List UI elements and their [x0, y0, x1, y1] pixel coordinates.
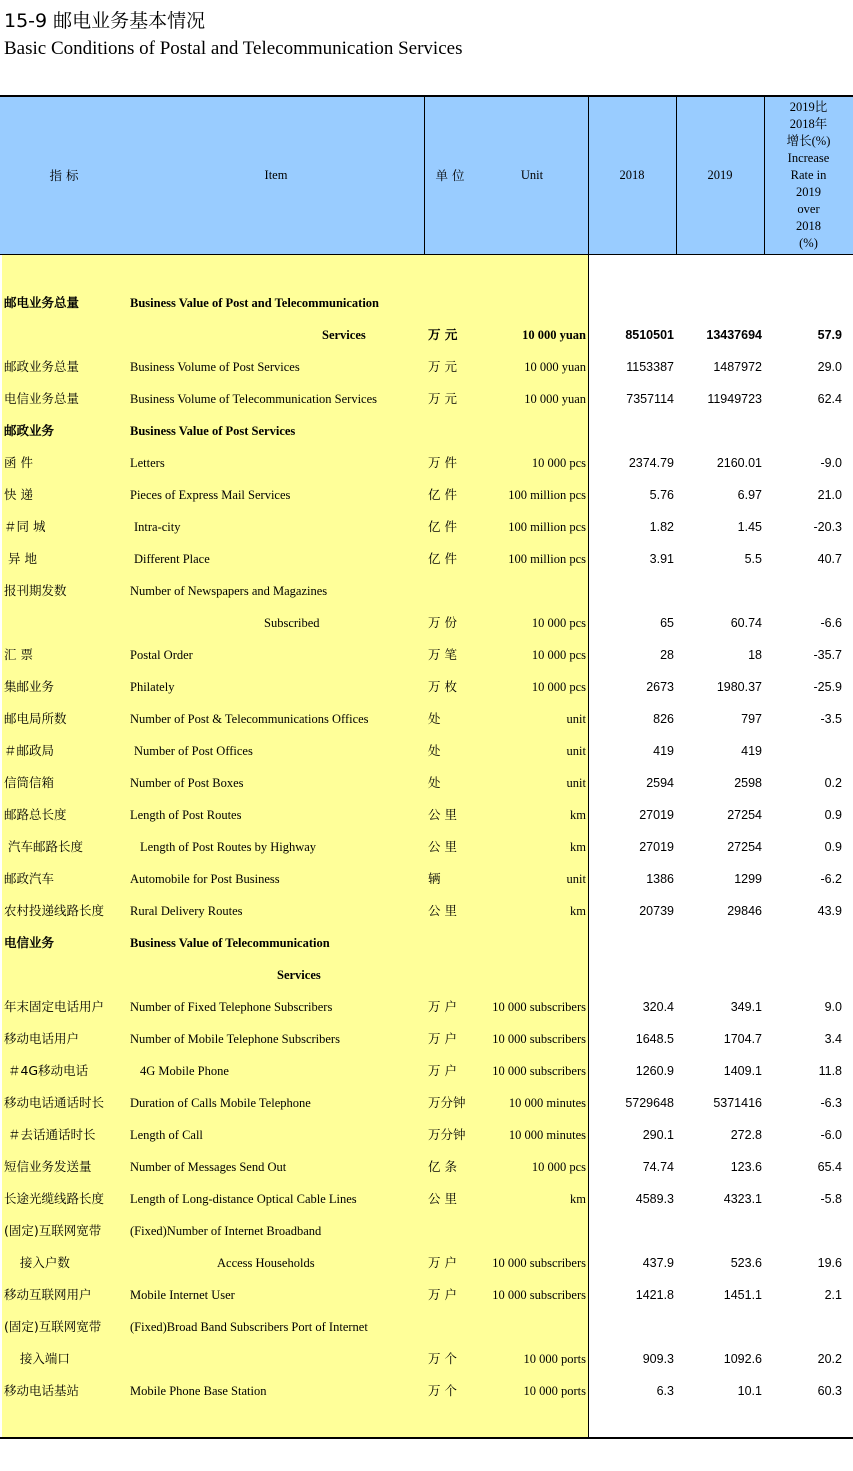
row-growth-rate: 9.0	[824, 1000, 842, 1014]
table-row	[0, 991, 853, 1023]
row-unit-en: 100 million pcs	[508, 552, 586, 566]
row-unit-cn: 辆	[428, 871, 441, 886]
row-unit-en: unit	[566, 712, 586, 726]
row-value-2018: 65	[660, 616, 674, 630]
row-value-2019	[680, 575, 762, 607]
header-year-2019: 2019	[707, 168, 733, 182]
table-row	[0, 415, 853, 447]
table-row	[0, 1311, 853, 1343]
row-value-2019: 349.1	[730, 1000, 762, 1014]
row-indicator-cn: ＃邮政局	[4, 743, 55, 758]
row-item-en: Business Value of Post and Telecommunication	[130, 296, 380, 310]
row-value-2019: 13437694	[706, 328, 762, 342]
page-title-en: Basic Conditions of Postal and Telecommunication Services	[4, 38, 463, 59]
table-row	[0, 319, 853, 351]
row-value-2018: 437.9	[642, 1256, 674, 1270]
row-growth-rate: 2.1	[824, 1288, 842, 1302]
row-item-en: Number of Post & Telecommunications Offices	[130, 712, 369, 726]
row-value-2018	[592, 415, 674, 447]
row-value-2018: 1.82	[649, 520, 674, 534]
row-unit-en: 10 000 pcs	[531, 680, 586, 694]
table-row	[0, 1087, 853, 1119]
row-growth-rate	[770, 927, 842, 959]
row-value-2019: 272.8	[730, 1128, 762, 1142]
row-indicator-cn: (固定)互联网宽带	[4, 1223, 102, 1238]
row-growth-rate: 0.9	[824, 808, 842, 822]
header-unit-en: Unit	[520, 168, 544, 182]
table-row	[0, 799, 853, 831]
row-growth-rate: 43.9	[817, 904, 842, 918]
row-growth-rate	[770, 575, 842, 607]
row-growth-rate: -6.3	[820, 1096, 842, 1110]
header-rate-line: Rate in	[790, 168, 827, 182]
row-indicator-cn: 函 件	[4, 455, 33, 470]
row-unit-cn: 万 元	[428, 327, 458, 342]
table-row	[0, 1215, 853, 1247]
row-item-en: Business Value of Telecommunication	[130, 936, 330, 950]
row-value-2018: 290.1	[642, 1128, 674, 1142]
table-row	[0, 1343, 853, 1375]
row-indicator-cn: 报刊期发数	[4, 583, 67, 598]
row-growth-rate	[770, 959, 842, 991]
row-growth-rate	[770, 287, 842, 319]
row-growth-rate: 62.4	[817, 392, 842, 406]
row-unit-cn: 公 里	[428, 1191, 457, 1206]
row-growth-rate: 65.4	[817, 1160, 842, 1174]
table-row	[0, 1183, 853, 1215]
row-indicator-cn: 汽车邮路长度	[4, 839, 83, 854]
row-value-2019: 27254	[727, 808, 762, 822]
row-unit-cn: 亿 件	[428, 519, 457, 534]
row-value-2019: 60.74	[730, 616, 762, 630]
row-unit-cn: 万 户	[428, 999, 457, 1014]
row-value-2019	[680, 959, 762, 991]
row-item-en: Number of Post Offices	[134, 744, 253, 758]
row-indicator-cn: 邮路总长度	[4, 807, 67, 822]
row-value-2019: 1.45	[737, 520, 762, 534]
row-value-2019: 29846	[727, 904, 762, 918]
row-unit-cn: 处	[428, 775, 441, 790]
table-header	[0, 97, 853, 255]
row-unit-cn: 万 个	[428, 1351, 457, 1366]
row-indicator-cn: 移动互联网用户	[4, 1287, 92, 1302]
table-row	[0, 479, 853, 511]
row-value-2018	[592, 927, 674, 959]
row-value-2018: 1386	[646, 872, 674, 886]
row-unit-en	[460, 415, 586, 447]
header-rate-line: 2018	[796, 219, 821, 233]
row-item-en: Postal Order	[130, 648, 193, 662]
table-row	[0, 351, 853, 383]
row-item-en: Letters	[130, 456, 165, 470]
header-growth-rate	[764, 97, 853, 254]
row-item-en: Rural Delivery Routes	[130, 904, 243, 918]
row-item-en: Length of Post Routes by Highway	[140, 840, 317, 854]
row-unit-en: 10 000 minutes	[508, 1128, 586, 1142]
row-unit-cn: 公 里	[428, 839, 457, 854]
row-indicator-cn: 移动电话通话时长	[4, 1095, 105, 1110]
row-value-2018: 5729648	[625, 1096, 674, 1110]
row-growth-rate: 40.7	[817, 552, 842, 566]
row-value-2019: 419	[741, 744, 762, 758]
row-unit-cn: 万 份	[428, 615, 457, 630]
row-value-2019	[680, 287, 762, 319]
row-value-2018: 6.3	[656, 1384, 674, 1398]
row-unit-cn: 公 里	[428, 807, 457, 822]
table-row	[0, 927, 853, 959]
row-value-2019: 1451.1	[723, 1288, 762, 1302]
table-row	[0, 447, 853, 479]
table-row	[0, 1279, 853, 1311]
row-value-2019: 27254	[727, 840, 762, 854]
header-divider	[676, 97, 677, 254]
row-unit-en: unit	[566, 872, 586, 886]
row-growth-rate	[770, 735, 842, 767]
row-unit-cn: 万分钟	[428, 1095, 466, 1110]
row-unit-cn: 万 户	[428, 1287, 457, 1302]
row-value-2019: 1092.6	[723, 1352, 762, 1366]
row-unit-en: 10 000 pcs	[531, 648, 586, 662]
table-row	[0, 671, 853, 703]
row-unit-cn: 万 枚	[428, 679, 457, 694]
row-item-en: Number of Post Boxes	[130, 776, 244, 790]
row-item-en: Intra-city	[134, 520, 181, 534]
row-growth-rate	[770, 415, 842, 447]
row-unit-cn: 亿 条	[428, 1159, 457, 1174]
row-growth-rate: -6.6	[820, 616, 842, 630]
header-rate-line: (%)	[799, 236, 818, 250]
header-rate-line: 2019比	[789, 100, 828, 114]
row-growth-rate: -20.3	[813, 520, 842, 534]
row-value-2018: 909.3	[642, 1352, 674, 1366]
row-value-2019	[680, 1311, 762, 1343]
row-unit-cn: 处	[428, 711, 441, 726]
row-item-en: Pieces of Express Mail Services	[130, 488, 291, 502]
row-value-2018: 2374.79	[628, 456, 674, 470]
row-unit-en	[460, 287, 586, 319]
table-row	[0, 543, 853, 575]
row-item-en: Automobile for Post Business	[130, 872, 280, 886]
row-value-2019	[680, 1215, 762, 1247]
row-unit-en: 10 000 minutes	[508, 1096, 586, 1110]
table-row	[0, 1247, 853, 1279]
row-value-2019: 11949723	[707, 392, 762, 406]
row-unit-cn: 万分钟	[428, 1127, 466, 1142]
row-indicator-cn: ＃同 城	[4, 519, 46, 534]
row-value-2018: 826	[653, 712, 674, 726]
row-item-en: Business Volume of Post Services	[130, 360, 300, 374]
table-row	[0, 1151, 853, 1183]
table-row	[0, 511, 853, 543]
row-item-en: Services	[277, 968, 321, 982]
row-indicator-cn: 集邮业务	[4, 679, 55, 694]
row-value-2019	[680, 415, 762, 447]
row-unit-en: km	[570, 840, 586, 854]
row-unit-cn: 处	[428, 743, 441, 758]
header-divider	[764, 97, 765, 254]
row-indicator-cn: 邮政业务	[4, 423, 55, 438]
row-value-2019: 797	[741, 712, 762, 726]
row-value-2018	[592, 575, 674, 607]
row-item-en: 4G Mobile Phone	[140, 1064, 229, 1078]
row-unit-cn: 亿 件	[428, 487, 457, 502]
row-growth-rate: 0.2	[824, 776, 842, 790]
row-growth-rate: -6.0	[820, 1128, 842, 1142]
row-item-en: Mobile Phone Base Station	[130, 1384, 267, 1398]
row-value-2018	[592, 287, 674, 319]
row-value-2018: 7357114	[626, 392, 674, 406]
row-indicator-cn: ＃去话通话时长	[4, 1127, 96, 1142]
row-unit-cn: 万 户	[428, 1063, 457, 1078]
table-row	[0, 1055, 853, 1087]
row-unit-cn: 万 个	[428, 1383, 457, 1398]
header-indicator-cn: 指 标	[49, 168, 79, 183]
row-unit-en: 100 million pcs	[508, 488, 586, 502]
table-row	[0, 1119, 853, 1151]
row-growth-rate: -9.0	[820, 456, 842, 470]
row-item-en: Number of Newspapers and Magazines	[130, 584, 328, 598]
row-value-2018: 1421.8	[635, 1288, 674, 1302]
header-rate-line: 增长(%)	[786, 134, 831, 148]
table-row	[0, 831, 853, 863]
header-rate-line: Increase	[787, 151, 830, 165]
row-value-2018: 320.4	[642, 1000, 674, 1014]
table-row	[0, 607, 853, 639]
row-value-2019: 4323.1	[723, 1192, 762, 1206]
row-growth-rate: 60.3	[817, 1384, 842, 1398]
row-unit-cn: 万 户	[428, 1031, 457, 1046]
row-item-en: Number of Fixed Telephone Subscribers	[130, 1000, 333, 1014]
row-item-en: (Fixed)Broad Band Subscribers Port of Internet	[130, 1320, 368, 1334]
header-divider	[424, 97, 425, 254]
row-item-en: Duration of Calls Mobile Telephone	[130, 1096, 311, 1110]
row-growth-rate: 21.0	[817, 488, 842, 502]
row-value-2019: 1487972	[713, 360, 762, 374]
row-item-en: Mobile Internet User	[130, 1288, 235, 1302]
row-item-en: Philately	[130, 680, 175, 694]
row-unit-en: 10 000 subscribers	[492, 1288, 586, 1302]
row-unit-en: 10 000 pcs	[531, 1160, 586, 1174]
row-value-2019: 2160.01	[716, 456, 762, 470]
row-indicator-cn: 接入端口	[4, 1351, 70, 1366]
row-item-en: Length of Call	[130, 1128, 203, 1142]
row-value-2018: 4589.3	[635, 1192, 674, 1206]
row-growth-rate: 20.2	[817, 1352, 842, 1366]
row-growth-rate: 3.4	[824, 1032, 842, 1046]
row-value-2018	[592, 1215, 674, 1247]
row-unit-en: 10 000 pcs	[531, 616, 586, 630]
row-value-2018: 1648.5	[635, 1032, 674, 1046]
row-unit-cn: 万 元	[428, 391, 457, 406]
table-row	[0, 959, 853, 991]
row-unit-en: 10 000 subscribers	[492, 1032, 586, 1046]
row-unit-en	[460, 927, 586, 959]
header-unit-cn: 单 位	[435, 168, 465, 183]
row-value-2019	[680, 927, 762, 959]
table-row	[0, 575, 853, 607]
row-unit-cn: 万 元	[428, 359, 457, 374]
row-item-en: Number of Mobile Telephone Subscribers	[130, 1032, 340, 1046]
row-value-2018: 2673	[646, 680, 674, 694]
row-growth-rate: -25.9	[813, 680, 842, 694]
row-indicator-cn: 异 地	[4, 551, 37, 566]
row-indicator-cn: 邮电业务总量	[4, 295, 80, 310]
row-item-en: Services	[322, 328, 366, 342]
header-rate-line: over	[797, 202, 820, 216]
table-row	[0, 863, 853, 895]
row-value-2019: 18	[748, 648, 762, 662]
row-unit-en: 10 000 pcs	[531, 456, 586, 470]
row-growth-rate: -6.2	[820, 872, 842, 886]
row-growth-rate: 57.9	[817, 328, 842, 342]
row-indicator-cn: (固定)互联网宽带	[4, 1319, 102, 1334]
table-row	[0, 1023, 853, 1055]
row-value-2019: 6.97	[737, 488, 762, 502]
row-indicator-cn: 移动电话用户	[4, 1031, 80, 1046]
row-indicator-cn: ＃4G移动电话	[4, 1063, 89, 1078]
row-indicator-cn: 农村投递线路长度	[4, 903, 105, 918]
row-indicator-cn: 短信业务发送量	[4, 1159, 92, 1174]
row-value-2018	[592, 1311, 674, 1343]
row-item-en: Different Place	[134, 552, 210, 566]
row-value-2018: 27019	[639, 840, 674, 854]
table-row	[0, 703, 853, 735]
row-value-2018: 419	[653, 744, 674, 758]
row-unit-en: 10 000 ports	[523, 1384, 586, 1398]
row-indicator-cn: 移动电话基站	[4, 1383, 80, 1398]
table-row	[0, 895, 853, 927]
row-value-2019: 1704.7	[723, 1032, 762, 1046]
row-item-en: Subscribed	[264, 616, 320, 630]
row-unit-en: 10 000 ports	[523, 1352, 586, 1366]
row-indicator-cn: 电信业务	[4, 935, 55, 950]
table-row	[0, 1375, 853, 1407]
page-title-cn: 15-9 邮电业务基本情况	[4, 10, 206, 32]
row-unit-en: 10 000 subscribers	[492, 1256, 586, 1270]
row-indicator-cn: 信筒信箱	[4, 775, 55, 790]
row-growth-rate: 11.8	[818, 1064, 842, 1078]
header-item-en: Item	[264, 168, 288, 182]
row-unit-cn: 万 笔	[428, 647, 457, 662]
row-indicator-cn: 接入户数	[4, 1255, 70, 1270]
row-item-en: Length of Post Routes	[130, 808, 242, 822]
row-unit-cn: 万 件	[428, 455, 457, 470]
row-value-2019: 2598	[734, 776, 762, 790]
header-year-2018: 2018	[619, 168, 645, 182]
row-growth-rate: 19.6	[817, 1256, 842, 1270]
row-value-2018: 27019	[639, 808, 674, 822]
row-unit-en	[460, 959, 586, 991]
row-value-2019: 523.6	[730, 1256, 762, 1270]
row-unit-en: unit	[566, 744, 586, 758]
row-unit-en: km	[570, 808, 586, 822]
row-value-2018: 28	[660, 648, 674, 662]
row-indicator-cn: 汇 票	[4, 647, 33, 662]
table-row	[0, 767, 853, 799]
row-indicator-cn: 年末固定电话用户	[4, 999, 105, 1014]
row-value-2018	[592, 959, 674, 991]
row-unit-cn: 万 户	[428, 1255, 457, 1270]
row-unit-en: unit	[566, 776, 586, 790]
row-unit-en: 10 000 subscribers	[492, 1000, 586, 1014]
header-rate-line: 2019	[796, 185, 821, 199]
table-row	[0, 287, 853, 319]
row-item-en: Access Households	[217, 1256, 315, 1270]
bottom-rule	[0, 1437, 853, 1439]
row-indicator-cn: 邮政业务总量	[4, 359, 80, 374]
row-unit-cn: 公 里	[428, 903, 457, 918]
row-indicator-cn: 长途光缆线路长度	[4, 1191, 105, 1206]
row-item-en: (Fixed)Number of Internet Broadband	[130, 1224, 322, 1238]
row-value-2018: 20739	[639, 904, 674, 918]
row-value-2018: 8510501	[625, 328, 674, 342]
row-unit-en: 100 million pcs	[508, 520, 586, 534]
row-value-2018: 5.76	[649, 488, 674, 502]
row-value-2019: 10.1	[737, 1384, 762, 1398]
row-value-2019: 5371416	[713, 1096, 762, 1110]
table-row	[0, 639, 853, 671]
row-growth-rate: -3.5	[820, 712, 842, 726]
row-value-2019: 1299	[734, 872, 762, 886]
row-growth-rate: -5.8	[820, 1192, 842, 1206]
row-item-en: Business Value of Post Services	[130, 424, 296, 438]
row-unit-en: 10 000 yuan	[522, 328, 586, 342]
row-growth-rate: -35.7	[813, 648, 842, 662]
row-value-2019: 5.5	[744, 552, 762, 566]
row-indicator-cn: 快 递	[4, 487, 33, 502]
row-unit-en	[460, 1215, 586, 1247]
row-value-2018: 74.74	[642, 1160, 674, 1174]
row-indicator-cn: 电信业务总量	[4, 391, 80, 406]
row-value-2018: 1153387	[626, 360, 674, 374]
row-growth-rate	[770, 1215, 842, 1247]
table-row	[0, 735, 853, 767]
row-unit-en: 10 000 subscribers	[492, 1064, 586, 1078]
row-growth-rate: 0.9	[824, 840, 842, 854]
row-indicator-cn: 邮政汽车	[4, 871, 55, 886]
row-unit-en	[460, 575, 586, 607]
row-growth-rate	[770, 1311, 842, 1343]
row-value-2019: 123.6	[730, 1160, 762, 1174]
row-unit-en: km	[570, 904, 586, 918]
row-unit-en: km	[570, 1192, 586, 1206]
row-value-2018: 3.91	[649, 552, 674, 566]
row-indicator-cn: 邮电局所数	[4, 711, 67, 726]
row-item-en: Number of Messages Send Out	[130, 1160, 287, 1174]
row-item-en: Length of Long-distance Optical Cable Lines	[130, 1192, 357, 1206]
row-unit-cn: 亿 件	[428, 551, 457, 566]
row-growth-rate: 29.0	[817, 360, 842, 374]
row-unit-en	[460, 1311, 586, 1343]
row-item-en: Business Volume of Telecommunication Services	[130, 392, 378, 406]
row-unit-en: 10 000 yuan	[524, 392, 586, 406]
row-value-2018: 1260.9	[635, 1064, 674, 1078]
header-rate-line: 2018年	[789, 117, 828, 131]
row-value-2019: 1409.1	[723, 1064, 762, 1078]
row-value-2018: 2594	[646, 776, 674, 790]
table-row	[0, 383, 853, 415]
row-value-2019: 1980.37	[716, 680, 762, 694]
row-unit-en: 10 000 yuan	[524, 360, 586, 374]
